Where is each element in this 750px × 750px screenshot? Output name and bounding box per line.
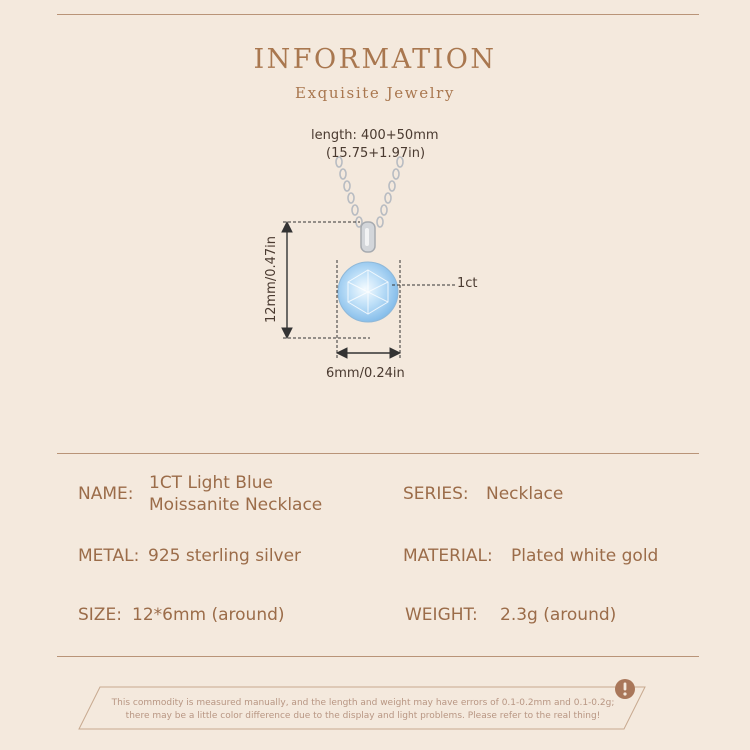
carat-label: 1ct xyxy=(457,276,478,291)
weight-value: 2.3g (around) xyxy=(500,605,617,625)
size-value: 12*6mm (around) xyxy=(132,605,285,625)
metal-value: 925 sterling silver xyxy=(148,546,302,566)
material-value: Plated white gold xyxy=(511,546,659,566)
name-value-line1: 1CT Light Blue xyxy=(149,473,273,493)
width-label: 6mm/0.24in xyxy=(326,366,405,381)
name-label: NAME: xyxy=(78,484,134,504)
size-label: SIZE: xyxy=(78,605,122,625)
specs-top-divider xyxy=(57,453,699,454)
material-label: MATERIAL: xyxy=(403,546,493,566)
series-label: SERIES: xyxy=(403,484,469,504)
specs-bottom-divider xyxy=(57,656,699,657)
length-label: length: 400+50mm xyxy=(311,128,439,143)
series-value: Necklace xyxy=(486,484,564,504)
notice-text xyxy=(98,697,628,723)
height-label: 12mm/0.47in xyxy=(264,235,280,324)
length-inch-label: (15.75+1.97in) xyxy=(326,146,426,161)
metal-label: METAL: xyxy=(78,546,140,566)
notice-line-1: This commodity is measured manually, and the length and weight may have errors of 0.1-0.2mm and 0.1-0.2g; xyxy=(111,698,615,708)
weight-label: WEIGHT: xyxy=(405,605,478,625)
notice-line-2: there may be a little color difference due to the display and light problems. Please refer to the real thing! xyxy=(125,711,601,721)
name-value-line2: Moissanite Necklace xyxy=(149,495,323,515)
page-title: INFORMATION xyxy=(253,44,497,75)
page-subtitle: Exquisite Jewelry xyxy=(295,84,455,102)
chain xyxy=(336,157,403,227)
